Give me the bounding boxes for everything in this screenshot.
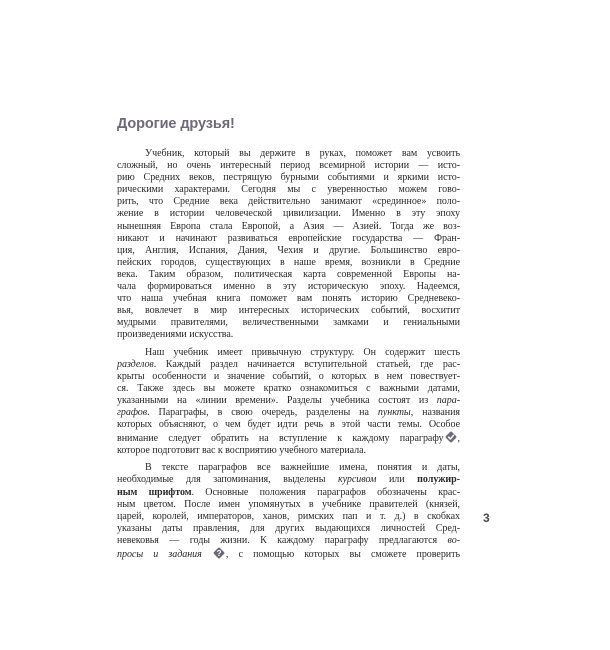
text-line: произведениями искусства.	[117, 329, 234, 341]
question-icon	[213, 547, 225, 559]
emphasis-bold: полужир-	[417, 474, 460, 486]
text-line: указанными на «линии времени». Разделы учебника состоят из пара-	[117, 394, 460, 406]
text-line: что наша учебная книга поможет вам понять историю Средневеко-	[117, 293, 460, 305]
paragraph-intro	[117, 148, 460, 342]
text-line: внимание следует обратить на вступление к каждому параграфу ,	[117, 433, 460, 445]
text-line: чала формироваться именно в эту историческую эпоху. Надеемся,	[117, 281, 460, 293]
text-line: царей, королей, императоров, ханов, римских пап и т. д.) в скобках	[117, 510, 460, 522]
page-number: 3	[483, 511, 490, 525]
text-line: сложный, но очень интересный период всемирной истории — исто-	[117, 160, 460, 172]
text-line: невековья — годы жизни. К каждому параграфу предлагаются во-	[117, 534, 460, 546]
text-line: указаны даты правления, для других выдающихся личностей Сред-	[117, 522, 460, 534]
page-heading: Дорогие друзья!	[117, 116, 235, 132]
text-line: нынешняя Европа стала Европой, а Азия — Азией. Тогда же воз-	[117, 220, 460, 232]
emphasis-paragraphs: пара-	[436, 394, 460, 406]
text-line: разделов. Каждый раздел начинается вступительной статьей, где рас-	[117, 358, 460, 370]
text-line: ся. Также здесь вы можете кратко ознакомиться с важными датами,	[117, 382, 460, 394]
text-line: которое подготовит вас к восприятию учебного материала.	[117, 445, 366, 457]
text-line: ным шрифтом. Основные положения параграфов обозначены крас-	[117, 486, 460, 498]
text-line: просы и задания ? , с помощью которых вы сможете проверить	[117, 549, 460, 560]
emphasis-sections: разделов	[117, 358, 154, 370]
emphasis-italic: курсивом	[337, 474, 377, 486]
text-line: ным цветом. После имен упомянутых в учебнике правителей (князей,	[117, 498, 460, 510]
text-line: крыты особенности и значение событий, о которых в нем повествует-	[117, 370, 460, 382]
body-text	[117, 148, 460, 561]
text-line: вья, вовлечет в мир интересных исторических событий, восхитит	[117, 305, 460, 317]
text-line: графов. Параграфы, в свою очередь, разделены на пункты, названия	[117, 406, 460, 418]
text-line: рическими характерами. Сегодня мы с уверенностью можем гово-	[117, 184, 460, 196]
text-line: рию Средних веков, пестрящую бурными событиями и яркими исто-	[117, 172, 460, 184]
text-line: необходимые для запоминания, выделены курсивом или полужир-	[117, 474, 460, 486]
check-icon	[445, 431, 457, 443]
emphasis-points: пункты	[377, 406, 411, 418]
text-line: которых объясняют, о чем будет идти речь в этой части темы. Особое	[117, 419, 460, 431]
text-line: мудрыми правителями, величественными замками и гениальными	[117, 317, 460, 329]
text-line: Учебник, который вы держите в руках, поможет вам усвоить	[145, 148, 460, 159]
text-line: века. Таким образом, политическая карта современной Европы на-	[117, 268, 460, 280]
text-line: жение в истории человеческой цивилизации. Именно в эту эпоху	[117, 208, 460, 220]
text-line: В тексте параграфов все важнейшие имена, понятия и даты,	[145, 462, 460, 474]
paragraph-highlighting	[117, 462, 460, 561]
paragraph-structure	[117, 347, 460, 458]
svg-text:?: ?	[216, 549, 222, 558]
emphasis-questions: просы и задания	[117, 549, 202, 560]
text-line: пейских городов, существующих в наше время, возникли в Средние	[117, 256, 460, 268]
text-line: Наш учебник имеет привычную структуру. Он содержит шесть	[145, 346, 460, 358]
text-line: рить, что Средние века действительно занимают «срединное» поло-	[117, 196, 460, 208]
text-line: никают и начинают развиваться европейские государства — Фран-	[117, 232, 460, 244]
text-line: ция, Англия, Испания, Дания, Чехия и другие. Большинство евро-	[117, 244, 460, 256]
